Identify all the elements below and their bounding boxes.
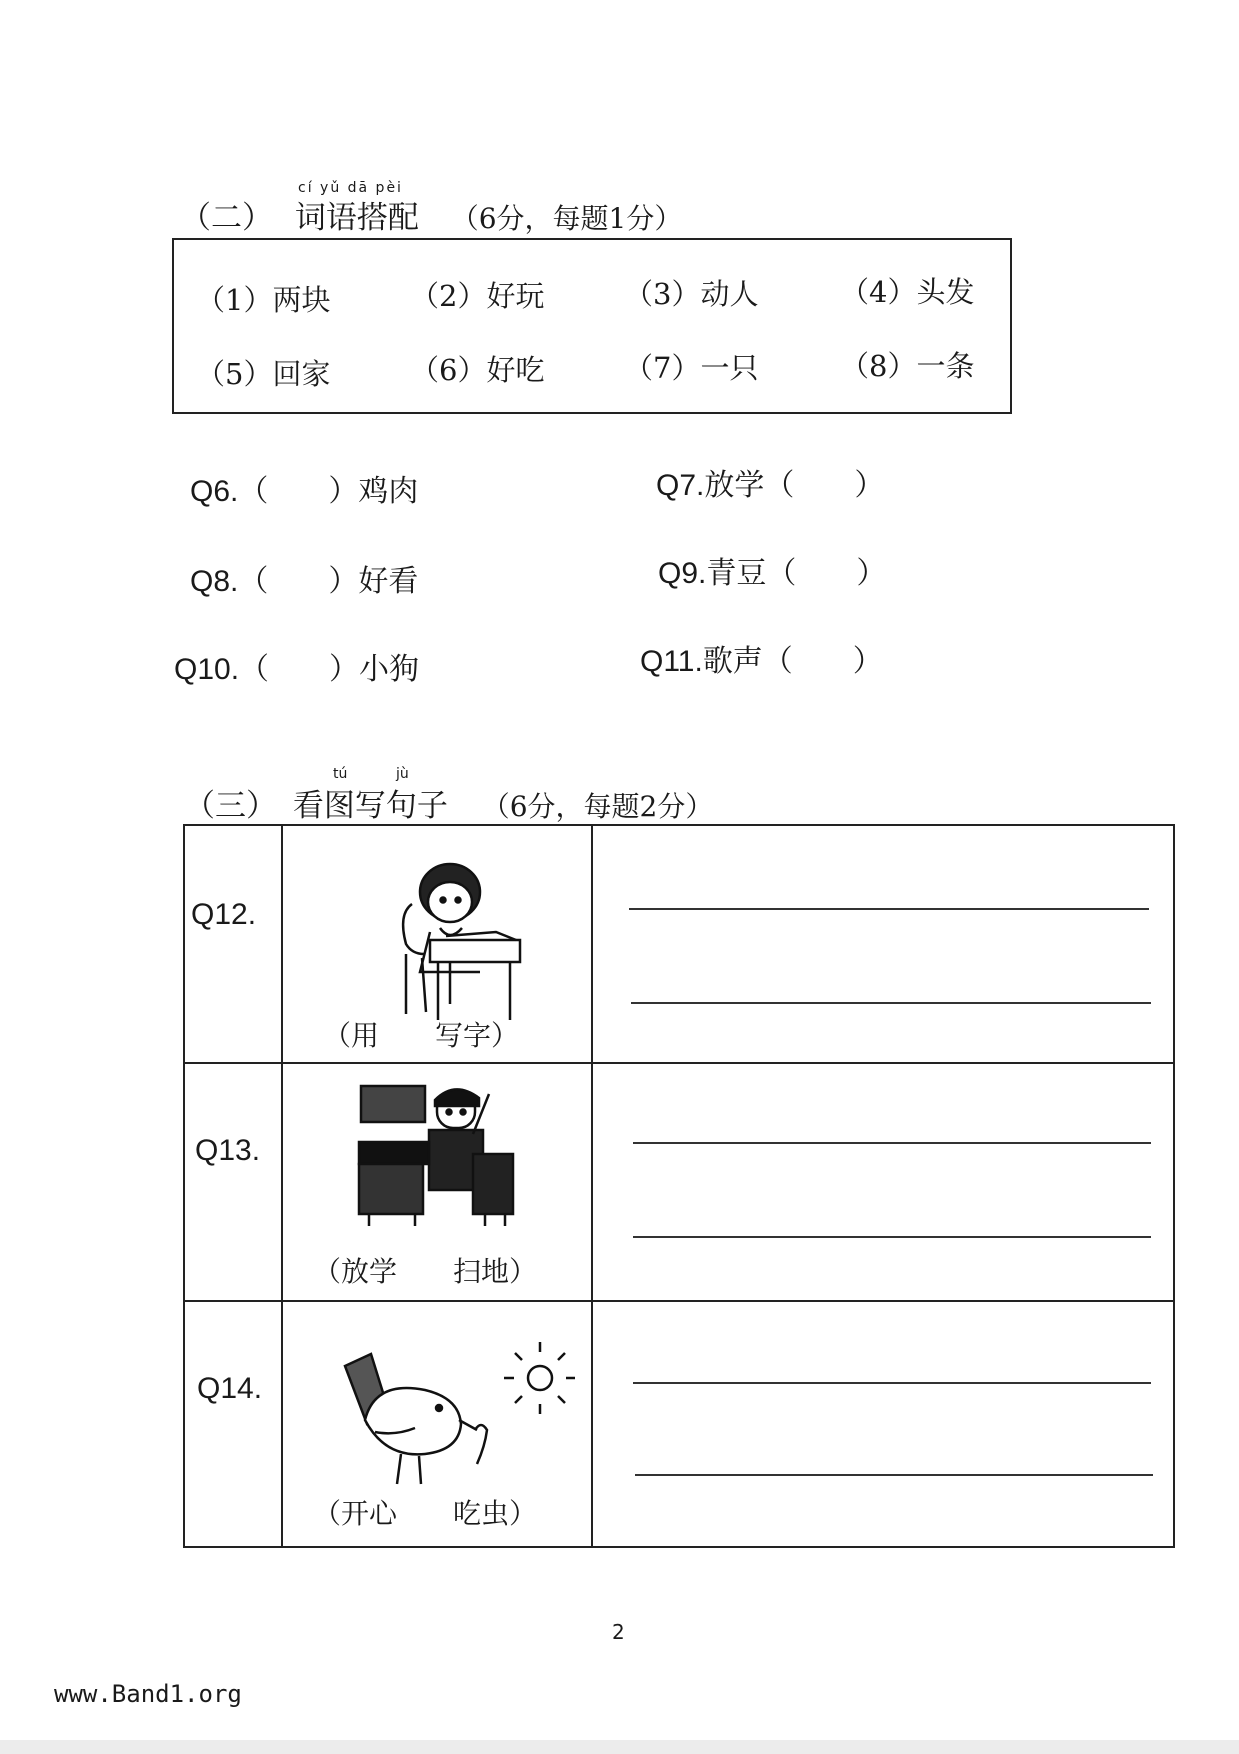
section2-score: （6分，每题1分） (450, 202, 683, 235)
row-q13-hint: （放学 扫地） (313, 1255, 538, 1288)
question-text: （ ）鸡肉 (238, 474, 419, 509)
page-number: 2 (612, 1620, 625, 1644)
row-divider (185, 1300, 1173, 1302)
word-bank-box (172, 238, 1012, 414)
section3-pinyin-2: jù (396, 766, 409, 782)
word-bank-item: （8）一条 (840, 349, 975, 383)
question-q10 (174, 644, 419, 688)
row-q14-hint: （开心 吃虫） (313, 1497, 538, 1530)
word-bank-item: （6）好吃 (410, 353, 545, 387)
question-number: Q10. (174, 653, 240, 686)
word-bank-item: （4）头发 (840, 275, 975, 309)
answer-line (631, 1002, 1151, 1004)
section3-title: 看图写句子 (292, 788, 448, 824)
boy-sweeping-classroom-icon (355, 1078, 525, 1228)
bird-eating-worm-icon (335, 1336, 575, 1506)
section3-pinyin-1: tú (333, 766, 348, 782)
question-q11 (640, 636, 883, 680)
word-bank-item: （7）一只 (624, 351, 759, 385)
word-bank-item: （2）好玩 (410, 279, 545, 313)
column-divider (591, 826, 593, 1546)
question-number: Q7. (656, 469, 705, 502)
section2-number: （二） (180, 200, 273, 236)
question-text: 青豆（ ） (706, 556, 887, 591)
row-q12-hint: （用 写字） (323, 1019, 520, 1052)
section3-heading (184, 780, 713, 825)
row-q13-number: Q13. (195, 1134, 261, 1167)
question-q8 (190, 556, 418, 600)
row-divider (185, 1062, 1173, 1064)
answer-line (633, 1142, 1151, 1144)
picture-sentence-table (183, 824, 1175, 1548)
section2-heading (180, 192, 682, 237)
column-divider (281, 826, 283, 1546)
footer-url: www.Band1.org (54, 1680, 242, 1708)
question-number: Q9. (658, 557, 707, 590)
question-text: 放学（ ） (704, 468, 885, 503)
question-text: （ ）好看 (238, 564, 419, 599)
answer-line (633, 1382, 1151, 1384)
question-number: Q8. (190, 565, 239, 598)
answer-line (629, 908, 1149, 910)
section2-title: 词语搭配 (294, 200, 419, 236)
word-bank-item: （3）动人 (624, 277, 759, 311)
question-q6 (190, 466, 418, 510)
section3-number: （三） (184, 788, 277, 824)
word-bank-item: （1）两块 (196, 283, 331, 317)
answer-line (635, 1474, 1153, 1476)
girl-writing-at-desk-icon (350, 854, 530, 1024)
row-q14-number: Q14. (197, 1372, 263, 1405)
question-text: 歌声（ ） (702, 644, 883, 679)
answer-line (633, 1236, 1151, 1238)
question-q9 (658, 548, 886, 592)
question-q7 (656, 460, 884, 504)
question-number: Q6. (190, 475, 239, 508)
word-bank-item: （5）回家 (196, 357, 331, 391)
row-q12-number: Q12. (191, 898, 257, 931)
question-text: （ ）小狗 (239, 652, 420, 687)
section3-score: （6分，每题2分） (481, 790, 714, 823)
scan-edge (0, 1740, 1239, 1754)
question-number: Q11. (640, 645, 703, 678)
section2-pinyin: cí yǔ dā pèi (298, 180, 403, 196)
